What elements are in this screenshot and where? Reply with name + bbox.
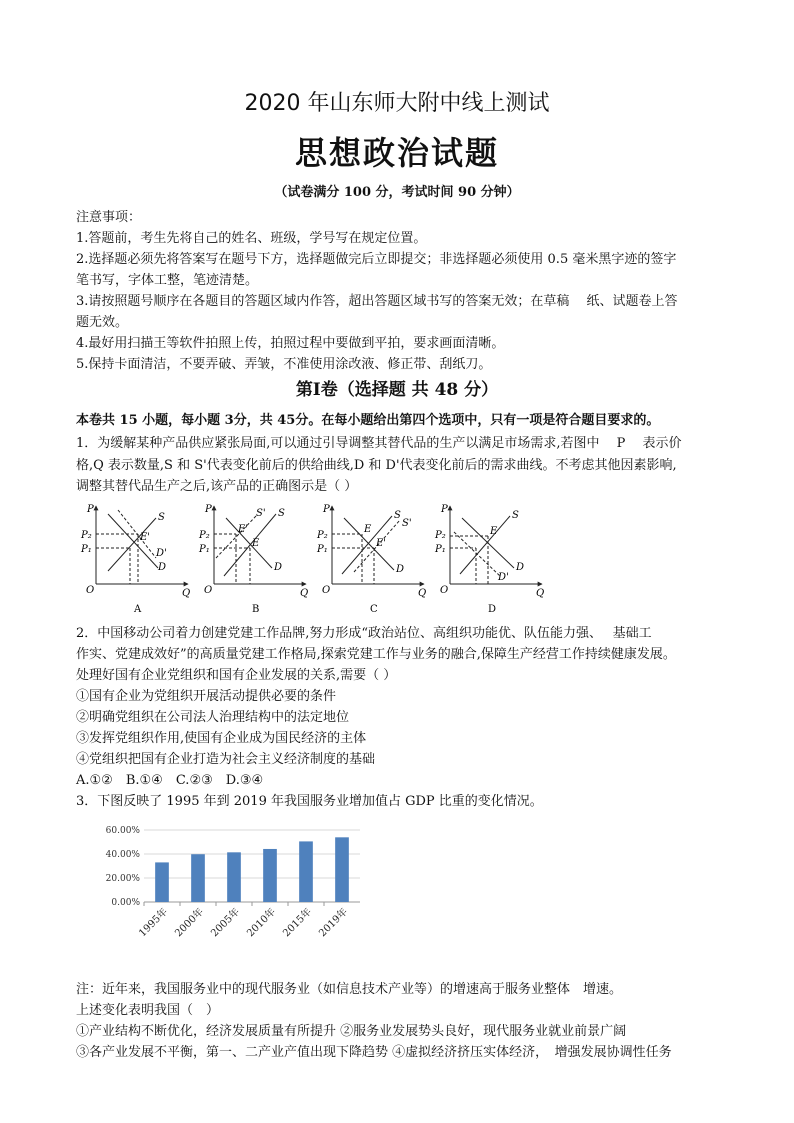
q1-graphs (78, 496, 548, 614)
p1-label: P₁ (435, 544, 446, 555)
q1-text: 调整其替代品生产之后,该产品的正确图示是（ ） (76, 479, 358, 494)
q2-option: ③发挥党组织作用,使国有企业成为国民经济的主体 (76, 731, 367, 746)
curve-d-label: D (158, 562, 167, 573)
point-e-label: E (252, 538, 260, 549)
bar (299, 841, 313, 902)
q3-text: 上述变化表明我国（ ） (76, 1003, 220, 1018)
axis-q-label: Q (300, 588, 309, 599)
note-line: 笔书写，字体工整，笔迹清楚。 (76, 273, 259, 288)
q1-text: 格,Q 表示数量,S 和 S'代表变化前后的供给曲线,D 和 D'代表变化前后的需求曲线。不考虑其他因素影响, (76, 458, 677, 473)
p2-label: P₂ (317, 530, 328, 541)
graph-label: D (488, 604, 497, 614)
graph-c (316, 504, 426, 614)
graph-b (198, 504, 308, 614)
point-e2-label: E' (238, 524, 249, 535)
y-tick-label: 40.00% (105, 850, 140, 860)
note-line: 3.请按照题号顺序在各题目的答题区域内作答，超出答题区域书写的答案无效；在草稿 纸、试题卷上答 (76, 294, 678, 309)
curve-d2-label: D' (156, 548, 167, 559)
q2-option: ②明确党组织在公司法人治理结构中的法定地位 (76, 710, 350, 725)
q2-choices: A.①② B.①④ C.②③ D.③④ (76, 773, 264, 788)
graph-a (80, 504, 190, 614)
curve-s-label: S (512, 510, 519, 521)
y-tick-label: 20.00% (105, 874, 140, 884)
point-e2-label: E' (376, 538, 387, 549)
curve-d-label: D (516, 562, 525, 573)
curve-d-label: D (396, 564, 405, 575)
point-e-label: E (364, 524, 372, 535)
p1-label: P₁ (81, 544, 92, 555)
axis-p-label: P (441, 504, 448, 515)
origin-label: O (440, 585, 449, 596)
exam-time-info: （试卷满分 100 分，考试时间 90 分钟） (274, 185, 520, 200)
bar (155, 862, 169, 902)
axis-p-label: P (87, 504, 94, 515)
point-e-label: E (490, 526, 498, 537)
section-title: 第Ⅰ卷（选择题 共 48 分） (295, 380, 499, 400)
note-line: 5.保持卡面清洁，不要弄破、弄皱，不准使用涂改液、修正带、刮纸刀。 (76, 357, 492, 372)
x-tick-label: 1995年 (137, 906, 171, 940)
p2-label: P₂ (199, 530, 210, 541)
p1-label: P₁ (317, 544, 328, 555)
q3-option: ①产业结构不断优化，经济发展质量有所提升 ②服务业发展势头良好，现代服务业就业前景广阔 (76, 1024, 627, 1039)
q1-text: 1．为缓解某种产品供应紧张局面,可以通过引导调整其替代品的生产以满足市场需求,若图中 P 表示价 (76, 436, 682, 451)
q3-intro: 3．下图反映了 1995 年到 2019 年我国服务业增加值占 GDP 比重的变化情况。 (76, 794, 543, 809)
exam-subject-title: 思想政治试题 (294, 134, 499, 172)
bar (263, 849, 277, 902)
origin-label: O (204, 585, 213, 596)
bar (191, 854, 205, 902)
service-gdp-bar-chart (92, 820, 372, 972)
q2-text: 处理好国有企业党组织和国有企业发展的关系,需要（ ） (76, 668, 397, 683)
p1-label: P₁ (199, 544, 210, 555)
q2-text: 2．中国移动公司着力创建党建工作品牌,努力形成“政治站位、高组织功能优、队伍能力强、 基础工 (76, 626, 652, 641)
axis-q-label: Q (418, 588, 427, 599)
note-line: 1.答题前，考生先将自己的姓名、班级，学号写在规定位置。 (76, 231, 427, 246)
x-tick-label: 2019年 (317, 906, 351, 940)
x-tick-label: 2015年 (281, 906, 315, 940)
y-tick-label: 0.00% (111, 898, 140, 908)
curve-s2-label: S' (256, 508, 266, 519)
axis-p-label: P (323, 504, 330, 515)
q3-option: ③各产业发展不平衡，第一、二产业产值出现下降趋势 ④虚拟经济挤压实体经济， 增强发展协调性任务 (76, 1045, 672, 1060)
graph-label: C (370, 604, 378, 614)
notes-heading: 注意事项： (76, 210, 142, 225)
curve-d2-label: D' (498, 572, 509, 583)
curve-s-label: S (394, 510, 401, 521)
p2-label: P₂ (81, 530, 92, 541)
section-instruction: 本卷共 15 小题，每小题 3分，共 45分。在每小题给出第四个选项中，只有一项是符合题目要求的。 (76, 413, 660, 428)
x-tick-label: 2005年 (209, 906, 243, 940)
x-tick-label: 2010年 (245, 906, 279, 940)
note-line: 4.最好用扫描王等软件拍照上传，拍照过程中要做到平拍，要求画面清晰。 (76, 336, 505, 351)
y-tick-label: 60.00% (105, 826, 140, 836)
note-line: 2.选择题必须先将答案写在题号下方，选择题做完后立即提交；非选择题必须使用 0.5 毫米黑字迹的签字 (76, 252, 677, 267)
q2-text: 作实、党建成效好”的高质量党建工作格局,探索党建工作与业务的融合,保障生产经营工作持续健康发展。 (76, 647, 676, 662)
axis-p-label: P (205, 504, 212, 515)
exam-header: 2020 年山东师大附中线上测试 (244, 91, 550, 116)
graph-label: A (134, 604, 142, 614)
curve-s-label: S (158, 512, 165, 523)
point-e2-label: E' (140, 532, 151, 543)
curve-d-label: D (274, 562, 283, 573)
q2-option: ①国有企业为党组织开展活动提供必要的条件 (76, 689, 337, 704)
curve-s2-label: S' (402, 518, 412, 529)
curve-s-label: S (278, 508, 285, 519)
bar (227, 852, 241, 902)
x-tick-label: 2000年 (173, 906, 207, 940)
bar (335, 837, 349, 902)
origin-label: O (86, 585, 95, 596)
axis-q-label: Q (182, 588, 191, 599)
q2-option: ④党组织把国有企业打造为社会主义经济制度的基础 (76, 752, 376, 767)
axis-q-label: Q (536, 588, 545, 599)
graph-d (434, 504, 544, 614)
graph-label: B (252, 604, 260, 614)
note-line: 题无效。 (76, 315, 129, 330)
origin-label: O (322, 585, 331, 596)
p2-label: P₂ (435, 530, 446, 541)
q3-note: 注：近年来，我国服务业中的现代服务业（如信息技术产业等）的增速高于服务业整体 增速。 (76, 982, 623, 997)
